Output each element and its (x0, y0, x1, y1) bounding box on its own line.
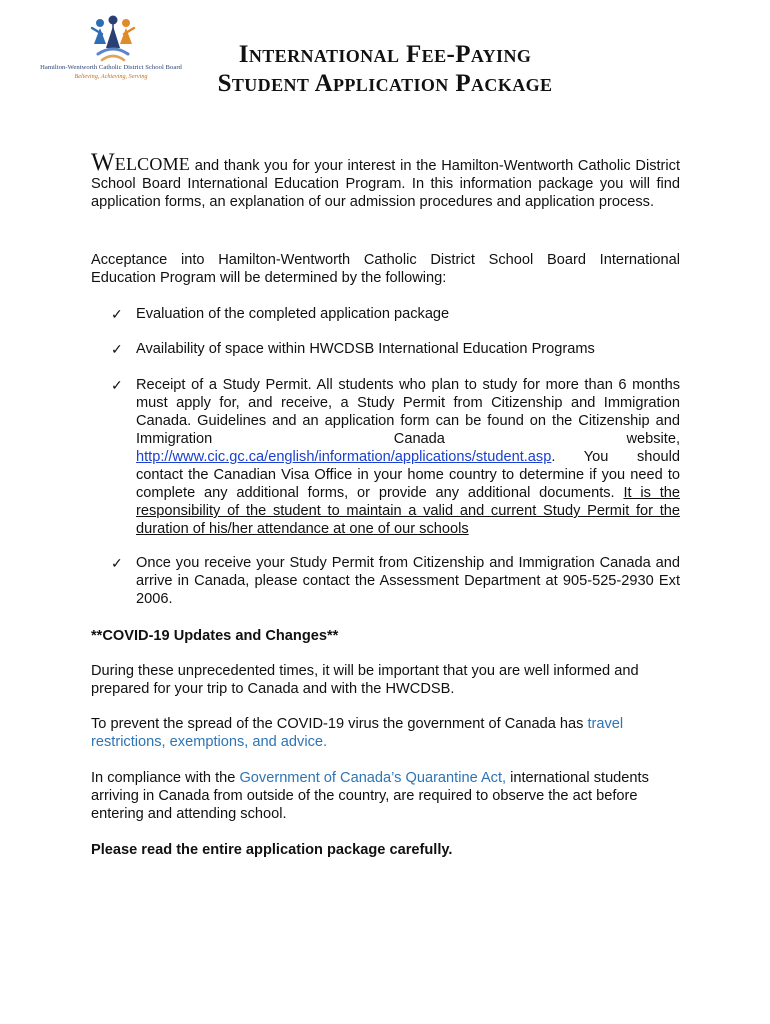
acceptance-paragraph: Acceptance into Hamilton-Wentworth Catholic District School Board International Education Program will be determined by the following: (91, 252, 680, 286)
responsibility-notice: It is the responsibility of the student to maintain a valid and current Study Permit for the duration of his/her attendance at one of our schools (136, 485, 681, 537)
closing-note: Please read the entire application package carefully. (91, 842, 453, 858)
welcome-text: and thank you for your interest in the Hamilton-Wentworth Catholic District School Board International Education Program. In this information package you will find application forms, an explanation of our admission procedures and application process. (91, 158, 680, 210)
title-line-2: Student Application Package (217, 70, 553, 97)
covid-paragraph-3 (91, 769, 680, 823)
checkmark-icon: ✓ (111, 377, 123, 393)
welcome-word: Welcome (91, 149, 190, 176)
checkmark-icon: ✓ (111, 341, 123, 357)
criteria-text: Once you receive your Study Permit from Citizenship and Immigration Canada and arrive in Canada, please contact the Assessment Department at 905-525-2930 Ext 2006. (136, 555, 680, 607)
visa-office-text: . You should contact the Canadian Visa Office in your home country to determine if you need to complete any additional forms, or provide any additional documents. (136, 449, 680, 501)
travel-intro-text: To prevent the spread of the COVID-19 virus the government of Canada has (91, 716, 588, 732)
travel-restrictions-link[interactable]: travel restrictions, exemptions, and advice. (91, 716, 624, 750)
board-motto: Believing, Achieving, Serving (74, 73, 148, 80)
board-name: Hamilton-Wentworth Catholic District School Board (40, 64, 182, 71)
criteria-item-arrival (111, 554, 680, 608)
study-permit-text: Receipt of a Study Permit. All students who plan to study for more than 6 months must apply for, and receive, a Study Permit from Citizenship and Immigration Canada. Guidelines and an application form can be found on the Citizenship and Immigration Canada website, (136, 377, 680, 447)
criteria-text: Availability of space within HWCDSB International Education Programs (136, 341, 595, 357)
criteria-item-study-permit (111, 376, 680, 538)
compliance-intro-text: In compliance with the (91, 770, 240, 786)
criteria-text: Evaluation of the completed application package (136, 306, 450, 322)
covid-paragraph-1: During these unprecedented times, it will be important that you are well informed and prepared for your trip to Canada and with the HWCDSB. (91, 663, 639, 697)
title-line-1: International Fee-Paying (238, 41, 532, 68)
cic-website-link[interactable]: http://www.cic.gc.ca/english/information/applications/student.asp (136, 449, 552, 465)
logo-figures-icon (88, 14, 138, 64)
covid-heading: **COVID-19 Updates and Changes** (91, 628, 339, 644)
checkmark-icon: ✓ (111, 555, 123, 571)
criteria-text (136, 376, 680, 538)
criteria-item-evaluation (111, 305, 680, 323)
criteria-item-availability (111, 340, 680, 358)
compliance-text: international students arriving in Canada from outside of the country, are required to observe the act before entering and attending school. (91, 770, 649, 822)
welcome-paragraph (91, 149, 680, 211)
quarantine-act-link[interactable]: Government of Canada’s Quarantine Act, (239, 770, 507, 786)
page-title (190, 40, 580, 98)
covid-paragraph-2 (91, 715, 680, 751)
checkmark-icon: ✓ (111, 306, 123, 322)
